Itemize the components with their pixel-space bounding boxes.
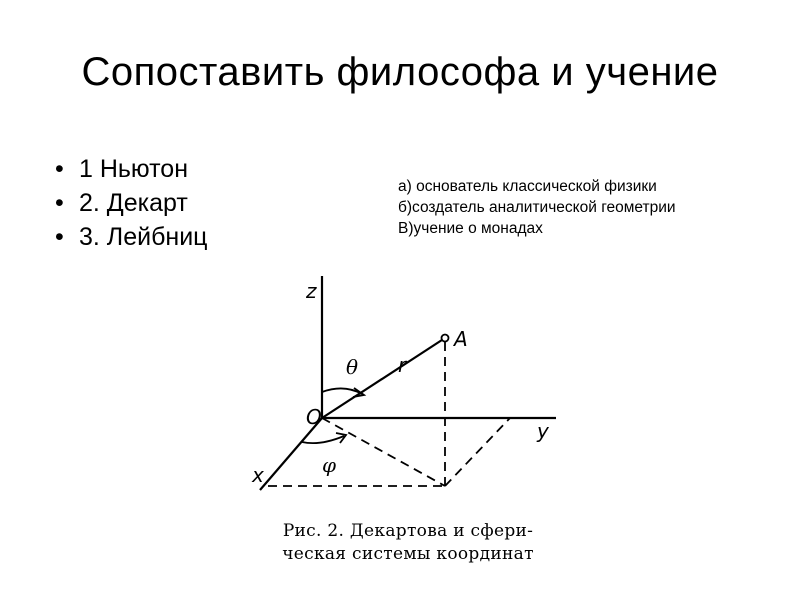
caption-line: Рис. 2. Декартова и сфери- — [282, 521, 534, 541]
philosopher-list — [55, 152, 207, 254]
philosopher-item: • 1 Ньютон — [55, 152, 207, 186]
slide-title: Сопоставить философа и учение — [81, 50, 719, 94]
coordinate-figure — [240, 266, 576, 586]
origin-label: O — [306, 405, 322, 429]
z-label: z — [306, 279, 317, 303]
coordinate-diagram — [240, 266, 576, 516]
caption-line: ческая системы координат — [282, 544, 534, 564]
projection-line — [322, 418, 445, 486]
teaching-item: В)учение о монадах — [398, 220, 543, 237]
r-label: r — [398, 353, 407, 377]
teaching-item: а) основатель классической физики — [398, 178, 657, 195]
radius-vector — [322, 338, 445, 418]
figure-caption — [240, 520, 576, 566]
theta-label: θ — [346, 355, 359, 379]
phi-arc — [302, 436, 344, 443]
point-a-marker — [442, 335, 449, 342]
teaching-list — [398, 176, 676, 239]
philosopher-item: • 2. Декарт — [55, 186, 207, 220]
x-label: x — [252, 463, 264, 487]
teaching-item: б)создатель аналитической геометрии — [398, 199, 676, 216]
philosopher-item: • 3. Лейбниц — [55, 220, 207, 254]
phi-label: φ — [322, 453, 337, 477]
point-a-label: A — [454, 327, 468, 351]
y-label: y — [537, 419, 549, 443]
projection-line — [445, 418, 510, 486]
